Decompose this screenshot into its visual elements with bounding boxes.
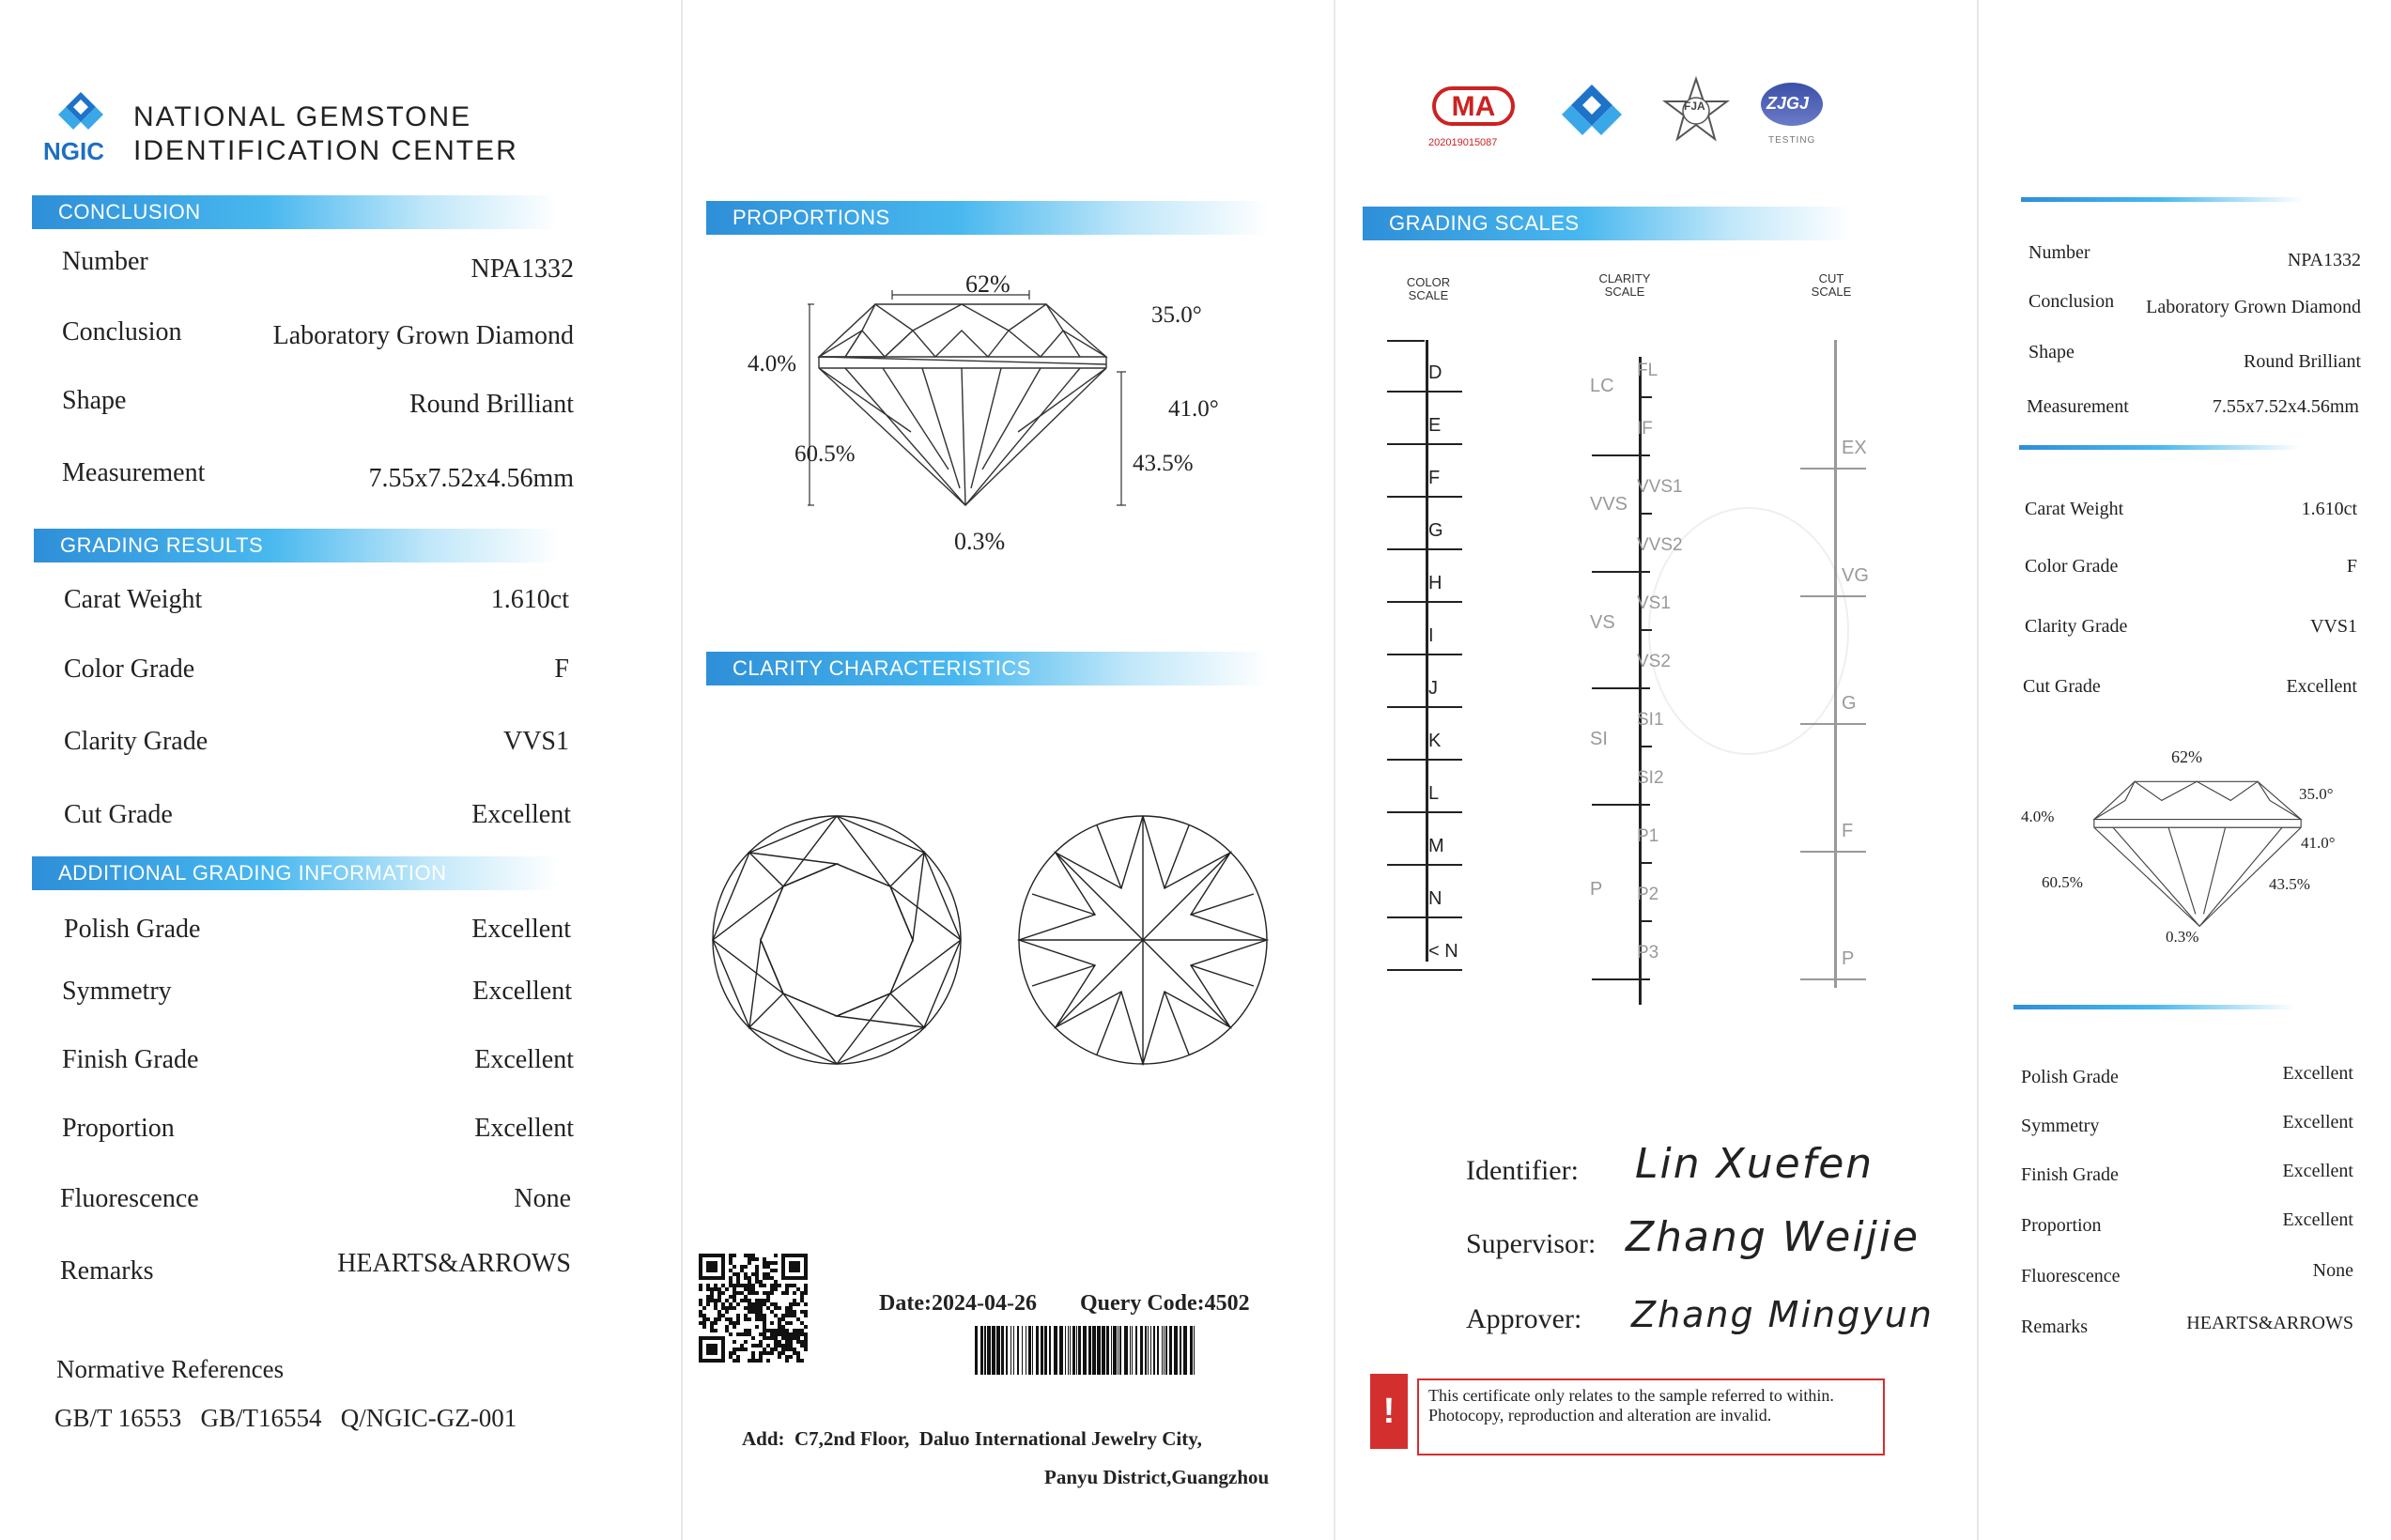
clarity-grade-label: VVS1 [1637,477,1683,497]
color-scale-tick [1387,340,1425,342]
cut-grade-label: VG [1842,565,1869,586]
barcode [975,1326,1200,1375]
org-name-line2: IDENTIFICATION CENTER [133,135,518,166]
color-grade-label: D [1428,362,1442,383]
cut-grade-label: G [1842,693,1857,714]
clarity-group-label: VVS [1590,494,1628,515]
cut-scale-tick [1800,851,1866,853]
ngic-mark-icon [1556,81,1627,146]
clarity-grade-label: IF [1637,419,1653,439]
color-scale-tick [1387,654,1462,655]
org-name-line1: NATIONAL GEMSTONE [133,101,472,132]
section-grading-scales: GRADING SCALES [1363,207,1851,240]
cut-grade-label: P [1842,948,1855,969]
fja-label: FJA [1684,100,1705,113]
cut-scale-head: CUT SCALE [1811,271,1852,299]
summary-crown-height: 4.0% [2021,808,2055,825]
summary-divider [2021,197,2303,202]
table-pct: 62% [965,270,1010,298]
panel-summary: Number NPA1332 Conclusion Laboratory Grown Diamond Shape Round Brilliant Measurement 7.55x7.52x4.56mm Carat Weight 1.610ct Color Grade F Clarity Grade VVS1 Cut Grade Excellent 62% 35.0° 4.0% 41.0° 60.5% 43.5% 0.3% Polish Grade Excellent Symmetry Excellent Finish Grade Excellent Proportion Excellent Fluorescence None Remarks HEARTS&ARROWS [1982,0,2391,1540]
logo-abbrev: NGIC [43,137,104,165]
clarity-group-tick [1592,687,1650,689]
pavilion-plot-diagram [1016,809,1270,1070]
cut-scale-tick [1800,468,1866,470]
summary-crown-angle: 35.0° [2299,785,2334,803]
color-scale-tick [1387,443,1462,445]
color-grade-label: H [1428,573,1442,593]
panel-conclusion: NGIC NATIONAL GEMSTONE IDENTIFICATION CENTER CONCLUSION Number NPA1332 Conclusion Laboratory Grown Diamond Shape Round Brilliant Measurement 7.55x7.52x4.56mm GRADING RESULTS Carat Weight 1.610ct Color Grade F Clarity Grade VVS1 Cut Grade Excellent ADDITIONAL GRADING INFORMATION Polish Grade Excellent Symmetry Excellent Finish Grade Excellent Proportion Excellent Fluorescence None Remarks HEARTS&ARROWS Normative References GB/T 16553 GB/T16554 Q/NGIC-GZ-001 [0,0,676,1540]
supervisor-signature: Zhang Weijie [1626,1213,1921,1261]
address-line1: Add: C7,2nd Floor, Daluo International Jewelry City, [742,1427,1202,1450]
color-grade-label: M [1428,836,1444,856]
clarity-group-tick [1592,804,1650,806]
clarity-scale-tick [1641,513,1652,515]
fold-line [681,0,683,1540]
clarity-scale-tick [1641,862,1652,864]
culet-size: 0.3% [954,528,1006,555]
proportions-diagram [808,282,1165,516]
color-scale-tick [1387,548,1462,550]
color-scale-tick [1387,391,1462,393]
clarity-grade-label: P1 [1637,826,1659,846]
summary-total-depth: 60.5% [2042,873,2083,891]
summary-table-pct: 62% [2171,747,2202,766]
cut-grade-label: EX [1842,438,1867,458]
panel-proportions [686,0,1334,1540]
clarity-group-label: VS [1590,612,1615,633]
ma-badge: MA [1432,86,1515,126]
approver-label: Approver: [1466,1303,1582,1334]
clarity-group-label: P [1590,879,1603,900]
normative-refs: GB/T 16553 GB/T16554 Q/NGIC-GZ-001 [54,1404,517,1432]
clarity-scale-tick [1641,920,1652,922]
section-additional: ADDITIONAL GRADING INFORMATION [32,856,558,890]
clarity-grade-label: SI2 [1637,768,1664,788]
color-grade-label: K [1428,731,1442,751]
clarity-grade-label: VS2 [1637,652,1671,671]
color-scale-tick [1387,496,1462,498]
summary-divider [2019,445,2301,450]
section-clarity-characteristics: CLARITY CHARACTERISTICS [706,652,1270,685]
color-scale-tick [1387,601,1462,603]
qr-code[interactable] [699,1254,808,1363]
color-grade-label: < N [1428,941,1458,962]
cut-grade-label: F [1842,821,1854,841]
crown-angle: 35.0° [1151,302,1202,328]
issue-date: Date:2024-04-26 [879,1291,1037,1316]
total-depth: 60.5% [794,441,856,467]
zjgj-label: ZJGJ [1766,94,1810,113]
color-scale-tick [1387,706,1462,708]
seal-stamp [1648,507,1849,755]
summary-divider [2013,1005,2295,1009]
clarity-group-label: SI [1590,729,1608,749]
color-grade-label: E [1428,415,1442,436]
color-grade-label: F [1428,468,1441,488]
color-scale-head: COLOR SCALE [1406,275,1451,302]
crown-plot-diagram [710,809,964,1070]
crown-height: 4.0% [748,351,797,377]
clarity-grade-label: VS1 [1637,593,1671,613]
approver-signature: Zhang Mingyun [1631,1294,1934,1335]
clarity-grade-label: SI1 [1637,710,1664,730]
clarity-scale-tick [1641,746,1652,747]
warning-text: This certificate only relates to the sample referred to within. Photocopy, reproduction and alteration are invalid. [1417,1378,1885,1455]
normative-title: Normative References [56,1355,285,1383]
clarity-grade-label: FL [1637,361,1658,380]
clarity-group-tick [1592,571,1650,573]
fold-line [1977,0,1979,1540]
pavilion-depth: 43.5% [1133,451,1194,476]
color-grade-label: L [1428,783,1440,804]
warning-icon: ! [1370,1374,1408,1449]
clarity-group-label: LC [1590,376,1614,396]
clarity-scale-tick [1641,396,1652,398]
color-scale-tick [1387,811,1462,813]
summary-pavilion-depth: 43.5% [2269,875,2310,893]
clarity-grade-label: VVS2 [1637,535,1683,555]
summary-culet: 0.3% [2166,928,2199,946]
section-grading-results: GRADING RESULTS [34,529,560,562]
fold-line [1334,0,1335,1540]
query-code: Query Code:4502 [1080,1291,1250,1316]
color-grade-label: I [1428,625,1434,646]
supervisor-label: Supervisor: [1466,1228,1597,1259]
clarity-grade-label: P2 [1637,885,1659,904]
ma-number: 202019015087 [1428,137,1498,148]
testing-label: TESTING [1768,135,1816,146]
color-scale-tick [1387,864,1462,866]
section-conclusion: CONCLUSION [32,195,558,229]
color-grade-label: N [1428,888,1442,909]
clarity-scale-head: CLARITY SCALE [1598,271,1651,299]
section-proportions: PROPORTIONS [706,201,1270,235]
pavilion-angle: 41.0° [1168,396,1219,422]
ngic-logo-icon [54,90,107,139]
color-scale-tick [1387,759,1462,761]
cut-scale-tick [1800,978,1866,980]
clarity-grade-label: P3 [1637,943,1659,962]
color-grade-label: G [1428,520,1443,541]
panel-grading-scales [1338,0,1977,1540]
identifier-signature: Lin Xuefen [1635,1140,1874,1188]
color-grade-label: J [1428,678,1438,699]
color-scale-tick [1387,916,1462,918]
address-line2: Panyu District,Guangzhou [1044,1466,1270,1488]
summary-pavilion-angle: 41.0° [2301,834,2336,852]
color-scale-tick [1387,969,1462,971]
clarity-group-tick [1592,454,1650,456]
clarity-group-tick [1592,978,1650,980]
identifier-label: Identifier: [1466,1155,1579,1186]
